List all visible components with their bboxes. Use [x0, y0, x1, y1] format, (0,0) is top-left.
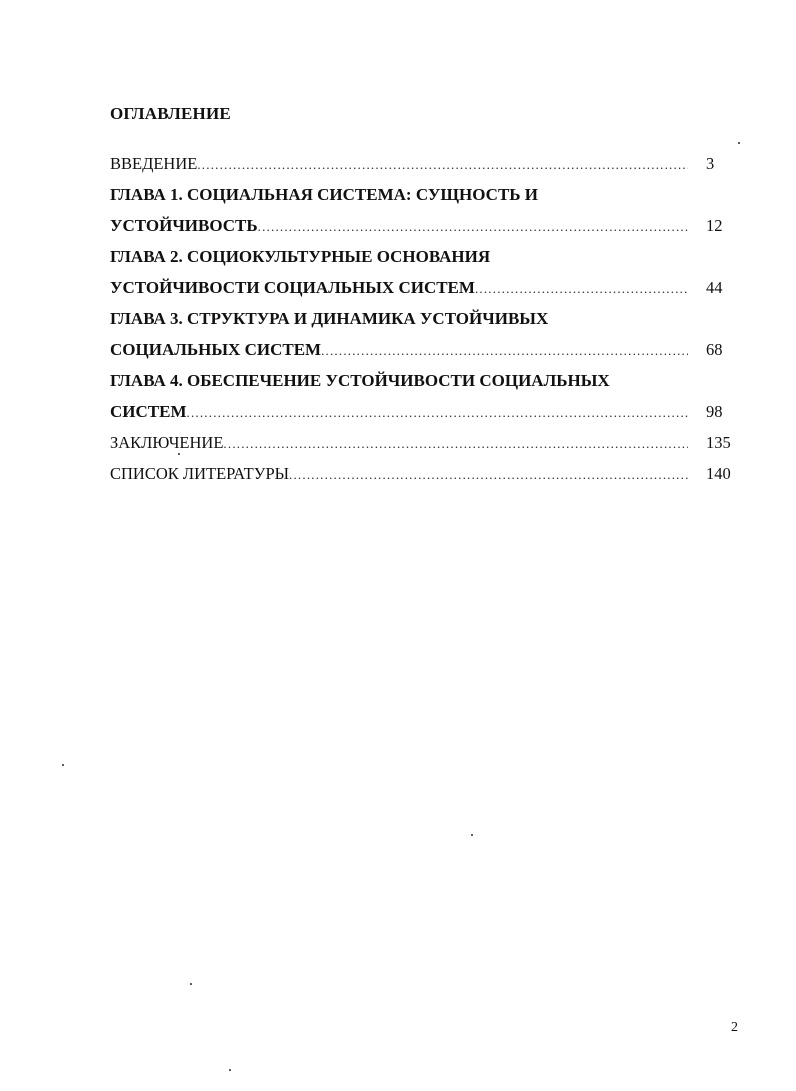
- toc-entry-text: УСТОЙЧИВОСТИ СОЦИАЛЬНЫХ СИСТЕМ: [110, 278, 475, 297]
- toc-entry-text: ГЛАВА 4. ОБЕСПЕЧЕНИЕ УСТОЙЧИВОСТИ СОЦИАЛЬНЫХ: [110, 371, 610, 390]
- dot-leader: [258, 211, 688, 242]
- dot-leader: [187, 397, 689, 428]
- toc-page-number: 98: [706, 402, 723, 421]
- toc-entry-line: [110, 365, 746, 396]
- toc-entry-conclusion[interactable]: [110, 427, 746, 458]
- toc-entry-text: ГЛАВА 1. СОЦИАЛЬНАЯ СИСТЕМА: СУЩНОСТЬ И: [110, 185, 539, 204]
- toc-entry-line: [110, 427, 746, 458]
- scan-speck: [62, 764, 64, 766]
- toc-entry-introduction[interactable]: [110, 148, 746, 179]
- toc-title: ОГЛАВЛЕНИЕ: [110, 104, 231, 123]
- dot-leader: [475, 273, 688, 304]
- toc-entry-line: [110, 334, 746, 365]
- table-of-contents: [110, 148, 746, 489]
- toc-entry-line: [110, 272, 746, 303]
- toc-entry-line: [110, 179, 746, 210]
- toc-entry-text: ГЛАВА 3. СТРУКТУРА И ДИНАМИКА УСТОЙЧИВЫХ: [110, 309, 549, 328]
- toc-page-number: 3: [706, 154, 715, 173]
- scan-speck: [178, 453, 180, 455]
- toc-entry-text: ВВЕДЕНИЕ: [110, 154, 198, 173]
- toc-page-number: 140: [706, 464, 731, 483]
- toc-entry-references[interactable]: [110, 458, 746, 489]
- toc-entry-text: УСТОЙЧИВОСТЬ: [110, 216, 258, 235]
- toc-entry-chapter-3[interactable]: [110, 303, 746, 365]
- toc-entry-text: СОЦИАЛЬНЫХ СИСТЕМ: [110, 340, 322, 359]
- dot-leader: [289, 459, 688, 490]
- toc-entry-line: [110, 210, 746, 241]
- toc-entry-text: ЗАКЛЮЧЕНИЕ: [110, 433, 224, 452]
- toc-page-number: 44: [706, 278, 723, 297]
- toc-entry-chapter-1[interactable]: [110, 179, 746, 241]
- toc-entry-line: [110, 396, 746, 427]
- toc-entry-chapter-4[interactable]: [110, 365, 746, 427]
- scan-speck: [471, 834, 473, 836]
- toc-entry-text: ГЛАВА 2. СОЦИОКУЛЬТУРНЫЕ ОСНОВАНИЯ: [110, 247, 491, 266]
- dot-leader: [321, 335, 688, 366]
- scan-speck: [229, 1069, 231, 1071]
- toc-entry-text: СИСТЕМ: [110, 402, 187, 421]
- toc-entry-line: [110, 148, 746, 179]
- dot-leader: [197, 149, 688, 180]
- scan-speck: [190, 983, 192, 985]
- toc-page-number: 135: [706, 433, 731, 452]
- page-number: 2: [731, 1020, 738, 1035]
- toc-entry-chapter-2[interactable]: [110, 241, 746, 303]
- toc-entry-line: [110, 458, 746, 489]
- toc-entry-line: [110, 241, 746, 272]
- toc-entry-line: [110, 303, 746, 334]
- toc-page-number: 68: [706, 340, 723, 359]
- dot-leader: [223, 428, 688, 459]
- scan-speck: [738, 142, 740, 144]
- toc-entry-text: СПИСОК ЛИТЕРАТУРЫ: [110, 464, 290, 483]
- toc-page-number: 12: [706, 216, 723, 235]
